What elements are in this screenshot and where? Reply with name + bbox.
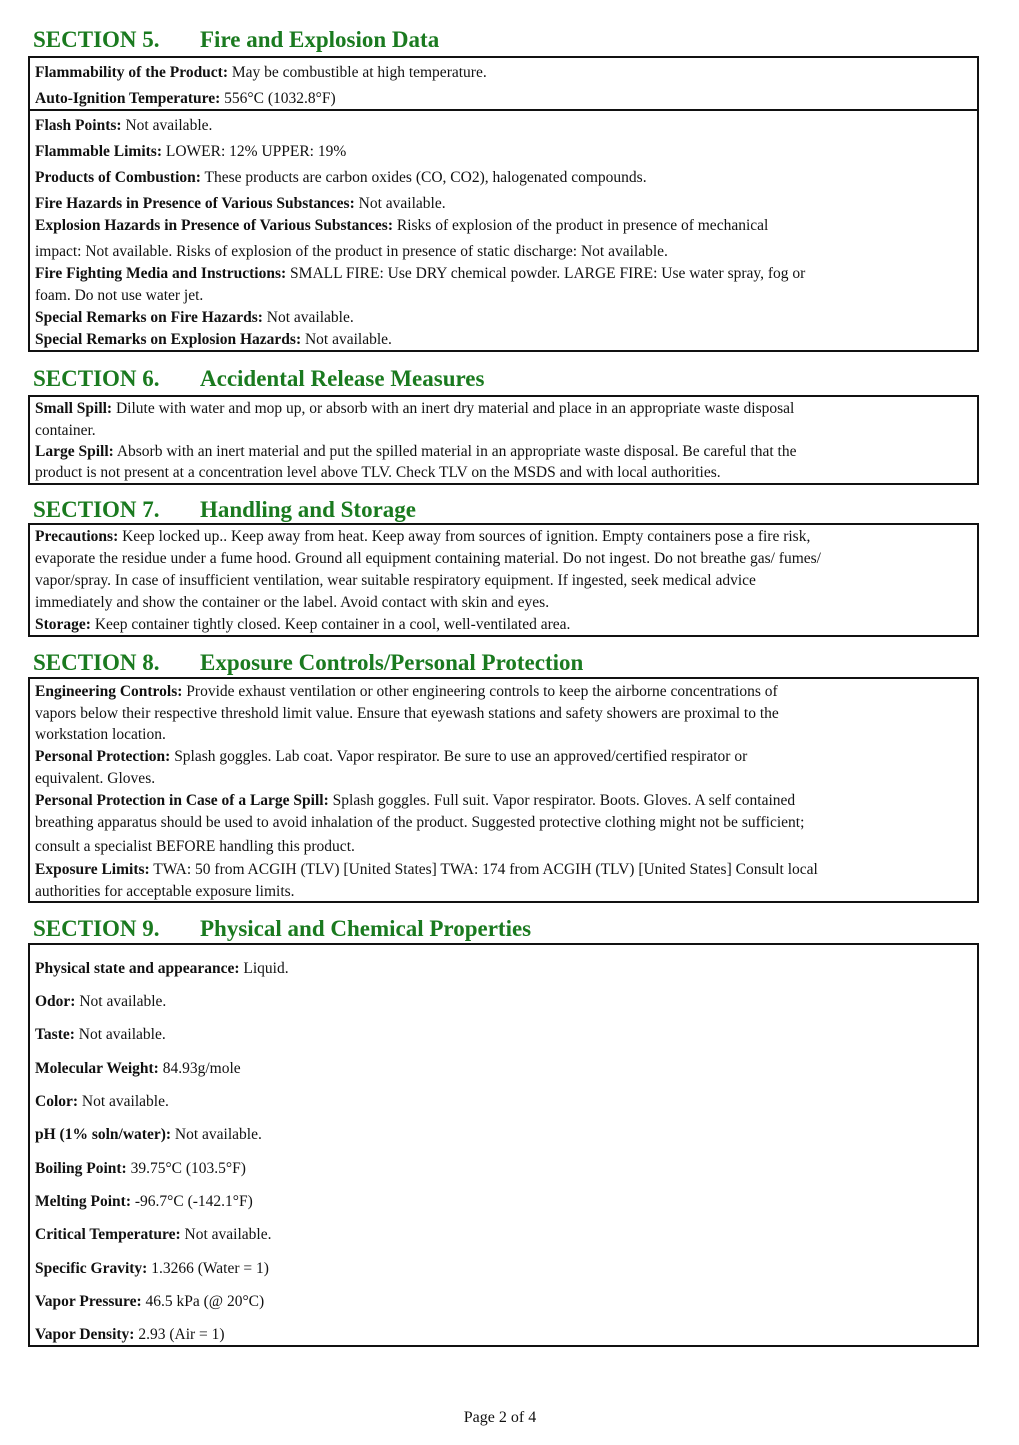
field-value: Not available. [354,195,446,212]
field-label: Small Spill: [35,400,113,417]
field-line [35,1324,971,1346]
field-line [35,746,971,768]
field-label: Exposure Limits: [35,861,150,878]
field-value: container. [35,422,96,439]
field-label: Boiling Point: [35,1160,127,1177]
field-label: Products of Combustion: [35,169,201,186]
field-label: Molecular Weight: [35,1060,159,1077]
field-line [35,526,971,548]
field-value: vapor/spray. In case of insufficient ventilation, wear suitable respiratory equipment. If ingested, seek medical advice [35,572,756,589]
field-value: breathing apparatus should be used to avoid inhalation of the product. Suggested protective clothing might not be sufficient; [35,814,805,831]
field-line [35,1158,971,1180]
section-number: SECTION 8. [33,650,160,675]
field-line [35,167,971,189]
field-line [35,681,971,703]
field-value: workstation location. [35,726,166,743]
field-line [35,1058,971,1080]
field-label: Auto-Ignition Temperature: [35,90,221,107]
field-label: Personal Protection in Case of a Large Spill: [35,792,329,809]
field-label: Fire Hazards in Presence of Various Substances: [35,195,355,212]
section-number: SECTION 7. [33,497,160,522]
field-label: Color: [35,1093,79,1110]
field-value: product is not present at a concentration level above TLV. Check TLV on the MSDS and with local authorities. [35,464,721,481]
field-value: 2.93 (Air = 1) [134,1326,225,1343]
field-value: impact: Not available. Risks of explosion of the product in presence of static discharge: Not available. [35,243,668,260]
field-label: Precautions: [35,528,119,545]
field-line [35,398,971,420]
field-line [35,62,971,84]
field-line [35,991,971,1013]
field-value: 46.5 kPa (@ 20°C) [141,1293,265,1310]
field-line [35,141,971,163]
field-value: TWA: 50 from ACGIH (TLV) [United States] TWA: 174 from ACGIH (TLV) [United States] Consult local [149,861,818,878]
section-6-title [33,366,484,392]
field-line [35,263,971,285]
field-label: Physical state and appearance: [35,960,240,977]
section-9-box [28,943,979,1347]
field-value: 84.93g/mole [158,1060,241,1077]
field-value: Absorb with an inert material and put the spilled material in an appropriate waste disposal. Be careful that the [113,443,797,460]
field-line [35,115,971,137]
field-value: 556°C (1032.8°F) [220,90,336,107]
field-line [35,592,971,614]
field-line [35,285,971,307]
field-label: Vapor Pressure: [35,1293,142,1310]
field-value: vapors below their respective threshold limit value. Ensure that eyewash stations and safety showers are proximal to the [35,705,779,722]
section-heading: Physical and Chemical Properties [200,916,532,941]
field-value: Not available. [74,1026,166,1043]
section-7-box [28,523,979,637]
field-label: Personal Protection: [35,748,171,765]
field-line [35,836,971,858]
field-value: Dilute with water and mop up, or absorb with an inert dry material and place in an appropriate waste disposal [112,400,795,417]
field-value: LOWER: 12% UPPER: 19% [162,143,347,160]
field-line [35,768,971,790]
section-8-title [33,650,583,676]
field-value: 39.75°C (103.5°F) [126,1160,246,1177]
section-5-box [28,56,979,352]
section-number: SECTION 6. [33,366,160,391]
field-line [35,570,971,592]
field-label: Taste: [35,1026,75,1043]
field-value: -96.7°C (-142.1°F) [131,1193,253,1210]
field-line [35,958,971,980]
field-line [35,88,971,110]
field-label: Flash Points: [35,117,122,134]
field-value: Provide exhaust ventilation or other engineering controls to keep the airborne concentrations of [182,683,778,700]
field-line [35,1191,971,1213]
field-value: Splash goggles. Full suit. Vapor respirator. Boots. Gloves. A self contained [328,792,796,809]
field-value: foam. Do not use water jet. [35,287,204,304]
field-value: May be combustible at high temperature. [228,64,487,81]
field-label: Critical Temperature: [35,1226,181,1243]
page-number: Page 2 of 4 [463,1409,537,1426]
section-9-title [33,916,531,942]
section-heading: Accidental Release Measures [200,366,485,391]
field-value: SMALL FIRE: Use DRY chemical powder. LARGE FIRE: Use water spray, fog or [286,265,806,282]
field-label: Vapor Density: [35,1326,135,1343]
field-value: Not available. [262,309,354,326]
field-label: Engineering Controls: [35,683,183,700]
field-value: Keep container tightly closed. Keep container in a cool, well-ventilated area. [90,616,571,633]
field-line [35,724,971,746]
field-label: Storage: [35,616,91,633]
field-value: immediately and show the container or the label. Avoid contact with skin and eyes. [35,594,550,611]
field-line [35,1024,971,1046]
field-label: Fire Fighting Media and Instructions: [35,265,287,282]
section-7-title [33,497,416,523]
field-value: Keep locked up.. Keep away from heat. Keep away from sources of ignition. Empty containers pose a fire risk, [118,528,811,545]
field-line [35,241,971,263]
field-line [35,1258,971,1280]
section-6-box [28,395,979,485]
field-label: Large Spill: [35,443,114,460]
section-heading: Handling and Storage [200,497,416,522]
field-line [35,1124,971,1146]
field-value: Not available. [171,1126,262,1143]
section-8-box [28,677,979,903]
field-label: Melting Point: [35,1193,131,1210]
field-line [35,1224,971,1246]
field-line [35,193,971,215]
field-value: 1.3266 (Water = 1) [147,1260,269,1277]
field-line [35,420,971,442]
field-label: Odor: [35,993,76,1010]
section-number: SECTION 9. [33,916,160,941]
field-line [35,881,971,903]
section-number: SECTION 5. [33,27,160,52]
field-value: Not available. [180,1226,272,1243]
field-value: evaporate the residue under a fume hood. Ground all equipment containing material. Do not ingest. Do not breathe gas/ fumes/ [35,550,821,567]
field-value: Not available. [75,993,167,1010]
field-value: Not available. [78,1093,169,1110]
field-line [35,215,971,237]
field-value: Not available. [121,117,213,134]
field-label: Explosion Hazards in Presence of Various Substances: [35,217,393,234]
field-label: Flammability of the Product: [35,64,229,81]
field-line [35,812,971,834]
field-line [35,548,971,570]
field-line [35,790,971,812]
field-value: Risks of explosion of the product in presence of mechanical [392,217,769,234]
field-line [35,1291,971,1313]
field-value: Splash goggles. Lab coat. Vapor respirator. Be sure to use an approved/certified respirator or [170,748,748,765]
field-label: Special Remarks on Fire Hazards: [35,309,263,326]
field-line [35,307,971,329]
field-line [35,462,971,484]
section-heading: Exposure Controls/Personal Protection [200,650,584,675]
field-label: Flammable Limits: [35,143,162,160]
field-label: pH (1% soln/water): [35,1126,172,1143]
field-line [35,329,971,351]
field-value: authorities for acceptable exposure limits. [35,883,295,900]
field-value: These products are carbon oxides (CO, CO2), halogenated compounds. [200,169,647,186]
section-5-title [33,27,439,53]
field-value: Not available. [301,331,392,348]
field-line [35,614,971,636]
field-value: consult a specialist BEFORE handling this product. [35,838,355,855]
field-line [35,703,971,725]
field-label: Special Remarks on Explosion Hazards: [35,331,302,348]
field-line [35,1091,971,1113]
field-value: equivalent. Gloves. [35,770,156,787]
field-line [35,859,971,881]
field-value: Liquid. [239,960,289,977]
field-line [35,441,971,463]
section-heading: Fire and Explosion Data [200,27,440,52]
field-label: Specific Gravity: [35,1260,148,1277]
